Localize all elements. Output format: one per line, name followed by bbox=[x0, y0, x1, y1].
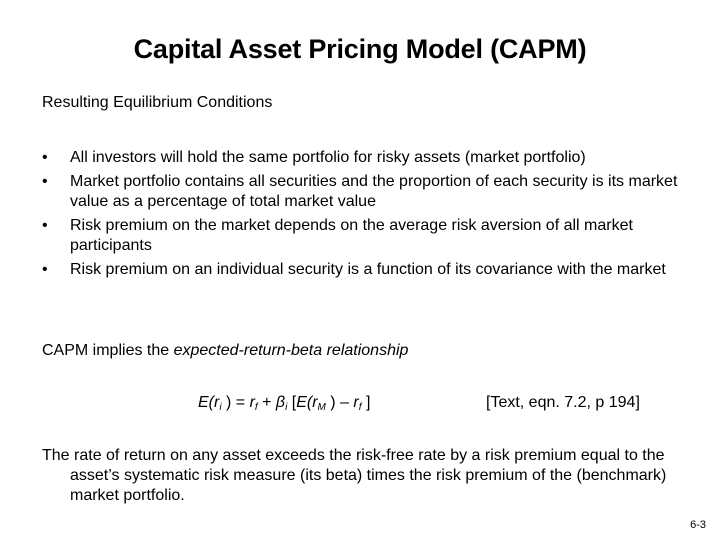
bullet-dot: • bbox=[42, 261, 48, 278]
bullet-item bbox=[42, 260, 682, 280]
bullet-dot: • bbox=[42, 149, 48, 166]
bullet-text: Risk premium on an individual security is a function of its covariance with the market bbox=[70, 261, 666, 278]
eq-market-return: E(r bbox=[296, 394, 318, 411]
capm-prefix: CAPM implies the bbox=[42, 342, 170, 359]
bullet-dot: • bbox=[42, 173, 48, 190]
eq-sub-f-2: f bbox=[358, 402, 362, 413]
eq-sub-m: M bbox=[317, 402, 326, 413]
eq-minus: ) – bbox=[325, 394, 354, 411]
eq-plus: + bbox=[257, 394, 276, 411]
bullet-item bbox=[42, 148, 682, 168]
slide-title: Capital Asset Pricing Model (CAPM) bbox=[133, 34, 587, 64]
capm-statement bbox=[42, 342, 408, 360]
eq-rf: r bbox=[249, 394, 255, 411]
eq-beta: β bbox=[275, 394, 286, 411]
eq-expected-return: E(r bbox=[198, 394, 220, 411]
page-number: 6-3 bbox=[690, 519, 706, 531]
bullet-text: Risk premium on the market depends on the average risk aversion of all market participants bbox=[70, 217, 633, 254]
slide-subtitle: Resulting Equilibrium Conditions bbox=[42, 94, 273, 111]
eq-sub-beta-i: i bbox=[285, 402, 288, 413]
eq-bracket-open: [ bbox=[287, 394, 297, 411]
bullet-list bbox=[42, 148, 682, 284]
eq-sub-i: i bbox=[219, 402, 222, 413]
bullet-item bbox=[42, 172, 682, 212]
equation-reference: [Text, eqn. 7.2, p 194] bbox=[486, 394, 640, 411]
capm-emphasis: expected-return-beta relationship bbox=[173, 342, 409, 359]
eq-rf-2: r bbox=[353, 394, 359, 411]
eq-bracket-close: ] bbox=[361, 394, 371, 411]
bullet-dot: • bbox=[42, 217, 48, 234]
conclusion-paragraph: The rate of return on any asset exceeds the risk-free rate by a risk premium equal to the asset’s systematic risk measure (its beta) times the risk premium of the (benchmark) market portfolio. bbox=[42, 447, 667, 504]
bullet-text: All investors will hold the same portfolio for risky assets (market portfolio) bbox=[70, 149, 586, 166]
bullet-item bbox=[42, 216, 682, 256]
bullet-text: Market portfolio contains all securities and the proportion of each security is its market value as a percentage of total market value bbox=[70, 173, 678, 210]
eq-equals: ) = bbox=[221, 394, 250, 411]
capm-equation bbox=[198, 394, 370, 413]
eq-sub-f: f bbox=[254, 402, 258, 413]
